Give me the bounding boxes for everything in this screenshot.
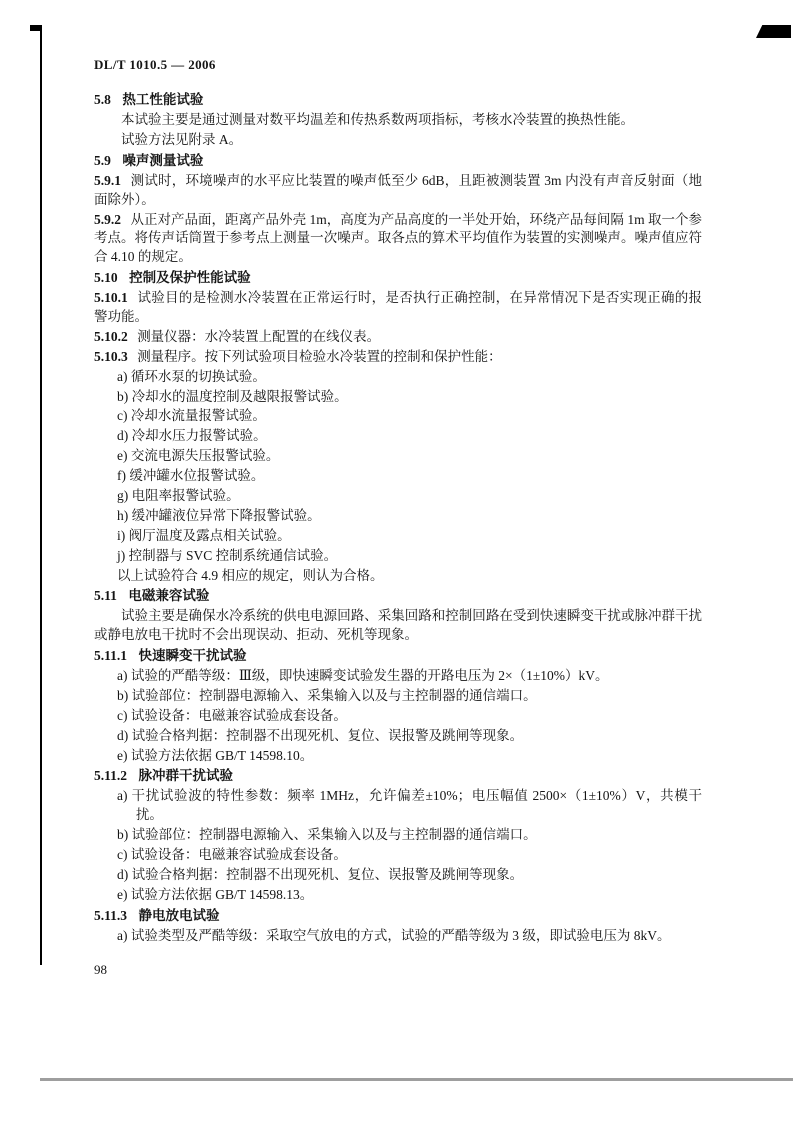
list-item: j) 控制器与 SVC 控制系统通信试验。	[116, 547, 338, 563]
list-item: d) 试验合格判据：控制器不出现死机、复位、误报警及跳闸等现象。	[116, 866, 524, 882]
list-item: h) 缓冲罐液位异常下降报警试验。	[116, 507, 321, 523]
section-number: 5.8	[94, 92, 111, 108]
section-title: 噪声测量试验	[122, 152, 204, 168]
section-number: 5.9	[94, 152, 111, 168]
document-body	[94, 91, 702, 945]
page-number: 98	[94, 962, 107, 978]
clause-number: 5.9.2	[94, 211, 121, 227]
list-item: c) 试验设备：电磁兼容试验成套设备。	[116, 847, 347, 863]
clause-number: 5.10.2	[94, 328, 128, 344]
list-item: d) 试验合格判据：控制器不出现死机、复位、误报警及跳闸等现象。	[116, 727, 524, 743]
section-heading	[94, 152, 702, 171]
list-item: d) 冷却水压力报警试验。	[116, 428, 267, 444]
document-header: DL/T 1010.5 — 2006	[94, 57, 216, 72]
section-number: 5.11.3	[94, 907, 128, 923]
section-number: 5.10	[94, 270, 118, 286]
section-title: 快速瞬变干扰试验	[138, 648, 247, 664]
section-heading	[94, 767, 702, 786]
list-item: c) 冷却水流量报警试验。	[116, 408, 266, 424]
list-conclusion-note: 以上试验符合 4.9 相应的规定，则认为合格。	[116, 567, 384, 583]
numbered-paragraph: 5.9.2 从正对产品面，距离产品外壳 1m，高度为产品高度的一半处开始，环绕产品每间隔 1m 取一个参考点。将传声话筒置于参考点上测量一次噪声。取各点的算术平均值作为装置的实测噪声。噪声值应符合 4.10 的规定。	[94, 211, 702, 265]
list-item: e) 试验方法依据 GB/T 14598.13。	[116, 886, 314, 902]
page-content	[94, 56, 702, 980]
list-item: b) 试验部位：控制器电源输入、采集输入以及与主控制器的通信端口。	[116, 687, 537, 703]
section-heading	[94, 907, 702, 926]
clause-number: 5.9.1	[94, 172, 121, 188]
list-item: i) 阀厅温度及露点相关试验。	[116, 527, 291, 543]
section-heading	[94, 269, 702, 288]
section-number: 5.11.1	[94, 648, 128, 664]
clause-number: 5.10.3	[94, 348, 128, 364]
section-title: 静电放电试验	[138, 907, 220, 923]
section-title: 热工性能试验	[122, 92, 204, 108]
numbered-paragraph: 5.10.1 试验目的是检测水冷装置在正常运行时，是否执行正确控制，在异常情况下是否实现正确的报警功能。	[94, 290, 702, 324]
paragraph: 试验主要是确保水冷系统的供电电源回路、采集回路和控制回路在受到快速瞬变干扰或脉冲群干扰或静电放电干扰时不会出现误动、拒动、死机等现象。	[94, 608, 702, 643]
numbered-paragraph: 5.10.3 测量程序。按下列试验项目检验水冷装置的控制和保护性能：	[94, 348, 502, 364]
section-title: 电磁兼容试验	[128, 588, 210, 604]
clause-number: 5.10.1	[94, 290, 128, 306]
numbered-paragraph: 5.10.2 测量仪器：水冷装置上配置的在线仪表。	[94, 328, 381, 344]
list-item: a) 循环水泵的切换试验。	[116, 368, 266, 384]
bottom-divider-line	[40, 1078, 793, 1081]
list-item: e) 试验方法依据 GB/T 14598.10。	[116, 747, 314, 763]
section-heading	[94, 91, 702, 110]
list-item: f) 缓冲罐水位报警试验。	[116, 468, 265, 484]
page-left-border-line	[40, 27, 42, 965]
numbered-paragraph: 5.9.1 测试时，环境噪声的水平应比装置的噪声低至少 6dB，且距被测装置 3m 内没有声音反射面（地面除外）。	[94, 172, 702, 207]
list-item: g) 电阻率报警试验。	[116, 488, 240, 503]
list-item: c) 试验设备：电磁兼容试验成套设备。	[116, 707, 347, 723]
paragraph: 试验方法见附录 A。	[121, 131, 243, 147]
paragraph: 本试验主要是通过测量对数平均温差和传热系数两项指标，考核水冷装置的换热性能。	[121, 112, 634, 128]
scan-artifact-top-right	[756, 25, 791, 38]
list-item: a) 试验类型及严酷等级：采取空气放电的方式，试验的严酷等级为 3 级，即试验电压为 8kV。	[116, 927, 671, 943]
section-heading	[94, 587, 702, 606]
scan-artifact-top-left	[30, 25, 42, 31]
list-item: b) 冷却水的温度控制及越限报警试验。	[116, 388, 348, 404]
list-item: a) 试验的严酷等级：Ⅲ级，即快速瞬变试验发生器的开路电压为 2×（1±10%）kV。	[116, 668, 609, 684]
list-item: a) 干扰试验波的特性参数：频率 1MHz，允许偏差±10%；电压幅值 2500×（1±10%）V，共模干扰。	[116, 788, 702, 823]
list-item: b) 试验部位：控制器电源输入、采集输入以及与主控制器的通信端口。	[116, 827, 537, 843]
section-title: 脉冲群干扰试验	[138, 768, 233, 784]
section-number: 5.11	[94, 588, 117, 604]
section-number: 5.11.2	[94, 768, 128, 784]
section-heading	[94, 647, 702, 666]
list-item: e) 交流电源失压报警试验。	[116, 448, 280, 464]
section-title: 控制及保护性能试验	[129, 270, 251, 286]
